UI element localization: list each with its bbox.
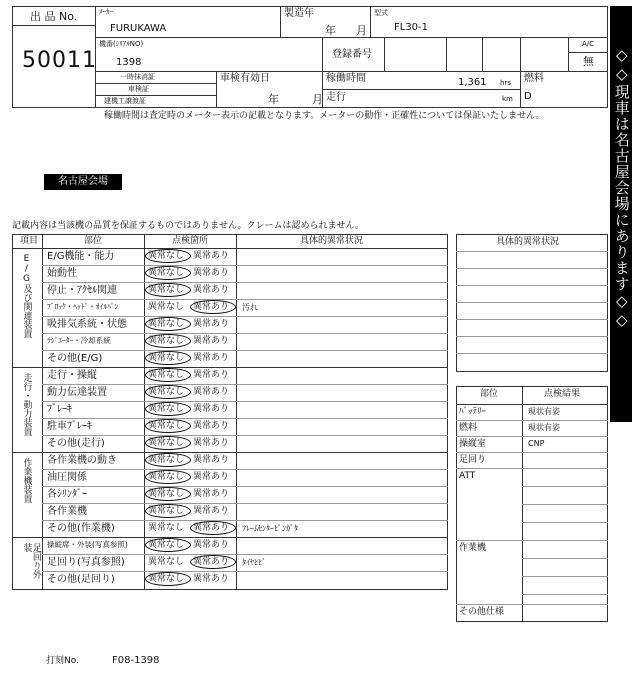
venue-badge-label: 名古屋会場 bbox=[58, 176, 108, 187]
results-subrow-line bbox=[522, 504, 608, 505]
status-abnormal: 異常あり bbox=[193, 489, 230, 499]
status-circle bbox=[145, 436, 191, 450]
expiry-unit-year: 年 bbox=[268, 93, 279, 106]
status-circle bbox=[145, 470, 191, 484]
inspection-part-label: 各ｼﾘﾝﾀﾞｰ bbox=[47, 489, 87, 500]
header-vline-1 bbox=[280, 6, 281, 37]
status-circle bbox=[190, 521, 236, 535]
inspection-header-detail: 具体的異常状況 bbox=[300, 236, 364, 246]
inspection-row-line bbox=[42, 333, 448, 334]
right-detail-row-line bbox=[456, 251, 608, 252]
status-normal: 異常なし bbox=[148, 523, 185, 533]
status-circle bbox=[145, 368, 191, 382]
temp-registration-label: 一時抹消証 bbox=[120, 73, 155, 81]
right-detail-row-line bbox=[456, 302, 608, 303]
status-normal: 異常なし bbox=[148, 353, 185, 363]
status-normal: 異常なし bbox=[148, 302, 185, 312]
model-value: FL30-1 bbox=[394, 22, 429, 33]
header-hline-6 bbox=[568, 52, 608, 53]
results-result-value: 現状有姿 bbox=[528, 407, 560, 416]
results-row-line bbox=[456, 468, 608, 469]
results-header-result: 点検結果 bbox=[544, 389, 581, 399]
inspection-part-label: 駐車ﾌﾞﾚｰｷ bbox=[47, 421, 92, 432]
inspection-detail: ﾌﾚｰﾑｾﾝﾀｰﾋﾟﾝｶﾞﾀ bbox=[242, 524, 298, 533]
inspection-row-line bbox=[42, 401, 448, 402]
fuel-label: 燃料 bbox=[524, 73, 544, 84]
inspection-row-line bbox=[42, 282, 448, 283]
status-normal: 異常なし bbox=[148, 489, 185, 499]
inspection-group-name: 走行・動力装置 bbox=[21, 373, 32, 436]
results-row-line bbox=[456, 436, 608, 437]
inspection-part-label: その他(作業機) bbox=[47, 523, 115, 534]
results-part-label: ﾊﾞｯﾃﾘｰ bbox=[459, 407, 487, 417]
mileage-unit: km bbox=[502, 95, 513, 103]
inspection-group-line bbox=[12, 537, 448, 538]
inspection-expiry-label: 車検有効日 bbox=[220, 73, 270, 84]
inspection-row-line bbox=[42, 350, 448, 351]
inspection-header-part: 部位 bbox=[84, 236, 103, 246]
results-row-line bbox=[456, 452, 608, 453]
status-circle bbox=[190, 555, 236, 569]
status-abnormal: 異常あり bbox=[193, 387, 230, 397]
status-abnormal: 異常あり bbox=[193, 268, 230, 278]
hours-unit: hrs bbox=[500, 79, 511, 87]
inspection-group-name: 足回り外装 bbox=[21, 543, 41, 579]
status-circle bbox=[145, 538, 191, 552]
status-circle bbox=[145, 385, 191, 399]
inspection-part-label: 始動性 bbox=[47, 268, 77, 279]
inspection-detail: ﾀｲﾔﾋﾋﾞ bbox=[242, 558, 266, 567]
status-normal: 異常なし bbox=[148, 336, 185, 346]
header-vline-6 bbox=[446, 37, 447, 71]
inspection-header-check: 点検箇所 bbox=[172, 236, 209, 246]
status-normal: 異常なし bbox=[148, 404, 185, 414]
status-abnormal: 異常あり bbox=[193, 472, 230, 482]
header-vline-5 bbox=[384, 37, 385, 71]
inspection-part-label: ﾌﾞﾛｯｸ・ﾍｯﾄﾞ・ｵｲﾙﾊﾟﾝ bbox=[47, 302, 119, 311]
stamp-label: 打刻No. bbox=[46, 656, 79, 666]
status-normal: 異常なし bbox=[148, 557, 185, 567]
header-frame bbox=[12, 6, 608, 108]
header-hline-3 bbox=[96, 83, 216, 84]
results-row-line bbox=[456, 540, 608, 541]
status-circle bbox=[145, 572, 191, 586]
hours-disclaimer: 稼働時間は査定時のメーター表示の記載となります。メーターの動作・正確性については保証いたしません。 bbox=[104, 111, 545, 121]
results-result-value: 現状有姿 bbox=[528, 423, 560, 432]
inspection-part-label: ﾌﾞﾚｰｷ bbox=[47, 404, 72, 415]
status-abnormal: 異常あり bbox=[193, 353, 230, 363]
inspection-row-line bbox=[42, 520, 448, 521]
status-circle bbox=[145, 283, 191, 297]
fuel-value: D bbox=[524, 91, 532, 102]
status-normal: 異常なし bbox=[148, 319, 185, 329]
header-vline-2 bbox=[370, 6, 371, 37]
inspection-group-line bbox=[12, 452, 448, 453]
results-part-label: 足回り bbox=[459, 455, 487, 465]
status-circle bbox=[145, 266, 191, 280]
inspection-part-label: その他(E/G) bbox=[47, 353, 103, 364]
status-circle bbox=[145, 453, 191, 467]
hours-value: 1,361 bbox=[458, 77, 487, 88]
inspection-detail: 汚れ bbox=[242, 303, 258, 312]
header-vline-8 bbox=[520, 37, 521, 108]
inspection-part-label: 操縦席・外装(写真参照) bbox=[47, 540, 128, 549]
right-detail-row-line bbox=[456, 336, 608, 337]
results-part-label: その他仕様 bbox=[459, 607, 505, 617]
inspection-row-line bbox=[42, 265, 448, 266]
inspection-part-label: その他(足回り) bbox=[47, 574, 115, 585]
inspection-row-line bbox=[42, 384, 448, 385]
results-row-line bbox=[456, 420, 608, 421]
status-normal: 異常なし bbox=[148, 506, 185, 516]
status-normal: 異常なし bbox=[148, 472, 185, 482]
inspection-group-name: 作業機装置 bbox=[21, 458, 32, 503]
sidebar-banner-text: ◇◇現車は名古屋会場にあります◇◇ bbox=[612, 46, 631, 330]
status-normal: 異常なし bbox=[148, 421, 185, 431]
status-abnormal: 異常あり bbox=[193, 421, 230, 431]
header-vline-7 bbox=[482, 37, 483, 71]
lot-no-value: 50011 bbox=[22, 48, 97, 73]
header-vline-9 bbox=[568, 37, 569, 71]
status-abnormal: 異常あり bbox=[193, 523, 230, 533]
inspection-part-label: 走行・操縦 bbox=[47, 370, 97, 381]
status-circle bbox=[145, 334, 191, 348]
inspection-row-line bbox=[42, 316, 448, 317]
vehicle-cert-label: 車検証 bbox=[128, 85, 149, 93]
status-circle bbox=[145, 402, 191, 416]
status-normal: 異常なし bbox=[148, 438, 185, 448]
inspection-part-label: その他(走行) bbox=[47, 438, 105, 449]
results-part-label: 作業機 bbox=[459, 543, 487, 553]
results-subrow-line bbox=[522, 594, 608, 595]
lot-no-label: 出 品 No. bbox=[30, 10, 78, 23]
inspection-part-label: 油圧関係 bbox=[47, 472, 87, 483]
status-abnormal: 異常あり bbox=[193, 319, 230, 329]
header-hline-4 bbox=[96, 95, 216, 96]
inspection-part-label: 吸排気系統・状態 bbox=[47, 319, 127, 330]
results-header-part: 部位 bbox=[480, 389, 499, 399]
results-row-line bbox=[456, 604, 608, 605]
inspection-header-line bbox=[12, 248, 448, 249]
status-abnormal: 異常あり bbox=[193, 285, 230, 295]
inspection-row-line bbox=[42, 435, 448, 436]
inspection-row-line bbox=[42, 469, 448, 470]
right-detail-row-line bbox=[456, 268, 608, 269]
status-normal: 異常なし bbox=[148, 455, 185, 465]
ac-label: A/C bbox=[582, 40, 595, 48]
inspection-group-name: E/G及び関連装置 bbox=[21, 254, 32, 338]
status-circle bbox=[145, 317, 191, 331]
right-detail-table bbox=[456, 234, 608, 372]
quality-disclaimer: 記載内容は当該機の品質を保証するものではありません。クレームは認められません。 bbox=[12, 221, 365, 231]
header-hline-2 bbox=[96, 71, 608, 72]
header-hline-5 bbox=[322, 89, 520, 90]
results-result-value: CNP bbox=[528, 439, 545, 448]
right-detail-row-line bbox=[456, 353, 608, 354]
status-circle bbox=[145, 249, 191, 263]
maker-value: FURUKAWA bbox=[110, 23, 167, 34]
status-abnormal: 異常あり bbox=[193, 506, 230, 516]
status-normal: 異常なし bbox=[148, 540, 185, 550]
year-unit-year: 年 bbox=[325, 24, 336, 37]
year-label: 製造年 bbox=[284, 8, 314, 19]
venue-badge bbox=[44, 174, 122, 190]
inspection-part-label: E/G機能・能力 bbox=[47, 251, 115, 262]
inspection-header-item: 項目 bbox=[20, 236, 39, 246]
status-abnormal: 異常あり bbox=[193, 557, 230, 567]
status-normal: 異常なし bbox=[148, 574, 185, 584]
serial-value: 1398 bbox=[116, 57, 142, 68]
status-abnormal: 異常あり bbox=[193, 336, 230, 346]
status-abnormal: 異常あり bbox=[193, 574, 230, 584]
inspection-part-label: 動力伝達装置 bbox=[47, 387, 107, 398]
status-abnormal: 異常あり bbox=[193, 404, 230, 414]
status-normal: 異常なし bbox=[148, 387, 185, 397]
inspection-part-label: 停止・ｱｸｾﾙ関連 bbox=[47, 285, 117, 296]
status-circle bbox=[145, 419, 191, 433]
mileage-label: 走行 bbox=[326, 92, 346, 103]
right-detail-row-line bbox=[456, 285, 608, 286]
status-circle bbox=[190, 300, 236, 314]
inspection-row-line bbox=[42, 554, 448, 555]
status-abnormal: 異常あり bbox=[193, 455, 230, 465]
results-subrow-line bbox=[522, 486, 608, 487]
construction-transfer-label: 建機工譲渡証 bbox=[104, 97, 146, 105]
results-subrow-line bbox=[522, 576, 608, 577]
status-normal: 異常なし bbox=[148, 285, 185, 295]
inspection-row-line bbox=[42, 418, 448, 419]
status-normal: 異常なし bbox=[148, 370, 185, 380]
inspection-row-line bbox=[42, 571, 448, 572]
right-detail-row-line bbox=[456, 319, 608, 320]
year-unit-month: 月 bbox=[356, 24, 367, 37]
expiry-unit-month: 月 bbox=[312, 93, 323, 106]
maker-label: ﾒｰｶｰ bbox=[99, 8, 113, 16]
results-subrow-line bbox=[522, 558, 608, 559]
stamp-value: F08-1398 bbox=[112, 655, 160, 666]
results-header-line bbox=[456, 404, 608, 405]
registration-label: 登録番号 bbox=[332, 49, 372, 60]
results-subrow-line bbox=[522, 522, 608, 523]
status-circle bbox=[145, 504, 191, 518]
header-vline-4 bbox=[216, 71, 217, 108]
ac-value: 無 bbox=[583, 55, 594, 68]
header-hline-1 bbox=[96, 37, 608, 38]
right-detail-header: 具体的異常状況 bbox=[496, 237, 560, 247]
status-abnormal: 異常あり bbox=[193, 540, 230, 550]
inspection-row-line bbox=[42, 486, 448, 487]
status-circle bbox=[145, 487, 191, 501]
inspection-part-label: 各作業機の動き bbox=[47, 455, 117, 466]
results-part-label: 操縦室 bbox=[459, 439, 487, 449]
status-abnormal: 異常あり bbox=[193, 370, 230, 380]
inspection-group-line bbox=[12, 367, 448, 368]
inspection-part-label: 各作業機 bbox=[47, 506, 87, 517]
inspection-row-line bbox=[42, 503, 448, 504]
status-abnormal: 異常あり bbox=[193, 251, 230, 261]
status-normal: 異常なし bbox=[148, 251, 185, 261]
status-abnormal: 異常あり bbox=[193, 302, 230, 312]
model-label: 型式 bbox=[374, 9, 388, 17]
sidebar-banner bbox=[610, 6, 632, 422]
results-part-label: 燃料 bbox=[459, 423, 478, 433]
results-part-label: ATT bbox=[459, 471, 476, 481]
status-circle bbox=[145, 351, 191, 365]
status-normal: 異常なし bbox=[148, 268, 185, 278]
inspection-part-label: ﾗｼﾞｴｰﾀｰ・冷却系統 bbox=[47, 336, 111, 345]
inspection-part-label: 足回り(写真参照) bbox=[47, 557, 125, 568]
status-abnormal: 異常あり bbox=[193, 438, 230, 448]
serial-label: 機番(ｼﾘｱﾙNO) bbox=[99, 40, 144, 48]
inspection-row-line bbox=[42, 299, 448, 300]
hours-label: 稼働時間 bbox=[326, 73, 366, 84]
